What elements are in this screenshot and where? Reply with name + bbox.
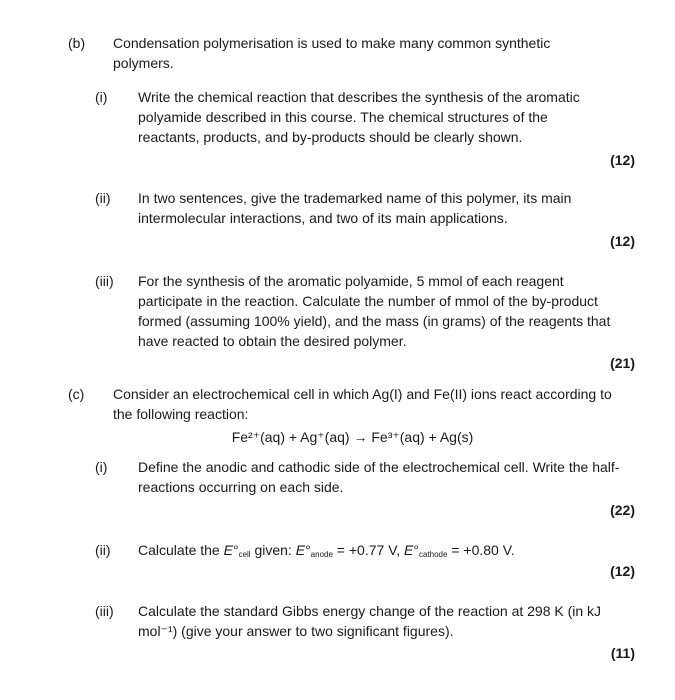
question-b-i-marks: (12) bbox=[610, 152, 635, 168]
question-c-i-marks: (22) bbox=[610, 502, 635, 518]
question-b-iii-label: (iii) bbox=[95, 273, 114, 289]
question-b-ii-label: (ii) bbox=[95, 190, 111, 206]
question-c-i-label: (i) bbox=[95, 459, 108, 475]
question-c-i-text: Define the anodic and cathodic side of the electrochemical cell. Write the half-reactions occurring on each side. bbox=[138, 459, 620, 495]
question-c-ii-marks: (12) bbox=[610, 563, 635, 579]
question-c-iii-text: Calculate the standard Gibbs energy change of the reaction at 298 K (in kJ mol⁻¹) (give your answer to two significant figures). bbox=[138, 603, 602, 639]
question-b-ii-marks: (12) bbox=[610, 233, 635, 249]
question-b-iii-marks: (21) bbox=[610, 355, 635, 371]
question-b-ii-text: In two sentences, give the trademarked name of this polymer, its main intermolecular interactions, and two of its main applications. bbox=[138, 190, 572, 226]
part-b-label: (b) bbox=[68, 35, 86, 51]
question-c-iii-label: (iii) bbox=[95, 603, 114, 619]
question-c-ii-text bbox=[138, 540, 608, 560]
question-c-ii-label: (ii) bbox=[95, 542, 111, 558]
part-c-label: (c) bbox=[68, 386, 85, 402]
question-b-iii-text: For the synthesis of the aromatic polyamide, 5 mmol of each reagent participate in the reaction. Calculate the number of mmol of the by-product formed (assuming 100% yield), and the mass (in grams) of the reagents that have reacted to obtain the desired polymer. bbox=[138, 273, 611, 349]
question-c-iii-marks: (11) bbox=[610, 645, 635, 661]
reaction-equation: Fe²⁺(aq) + Ag⁺(aq) → Fe³⁺(aq) + Ag(s) bbox=[231, 429, 474, 445]
question-c-ii-text-content: Calculate the $E^\circ_{cell}$ given: $E^\circ_{anode} = +0.77$ V, $E^\circ_{cathode} = +0.80$ V. bbox=[138, 542, 515, 559]
part-b-intro: Condensation polymerisation is used to make many common synthetic polymers. bbox=[113, 35, 551, 71]
question-b-i-label: (i) bbox=[95, 89, 108, 105]
part-c-intro: Consider an electrochemical cell in which Ag(I) and Fe(II) ions react according to the following reaction: bbox=[113, 386, 612, 422]
question-b-i-text: Write the chemical reaction that describes the synthesis of the aromatic polyamide described in this course. The chemical structures of the reactants, products, and by-products should be clearly shown. bbox=[138, 89, 580, 145]
